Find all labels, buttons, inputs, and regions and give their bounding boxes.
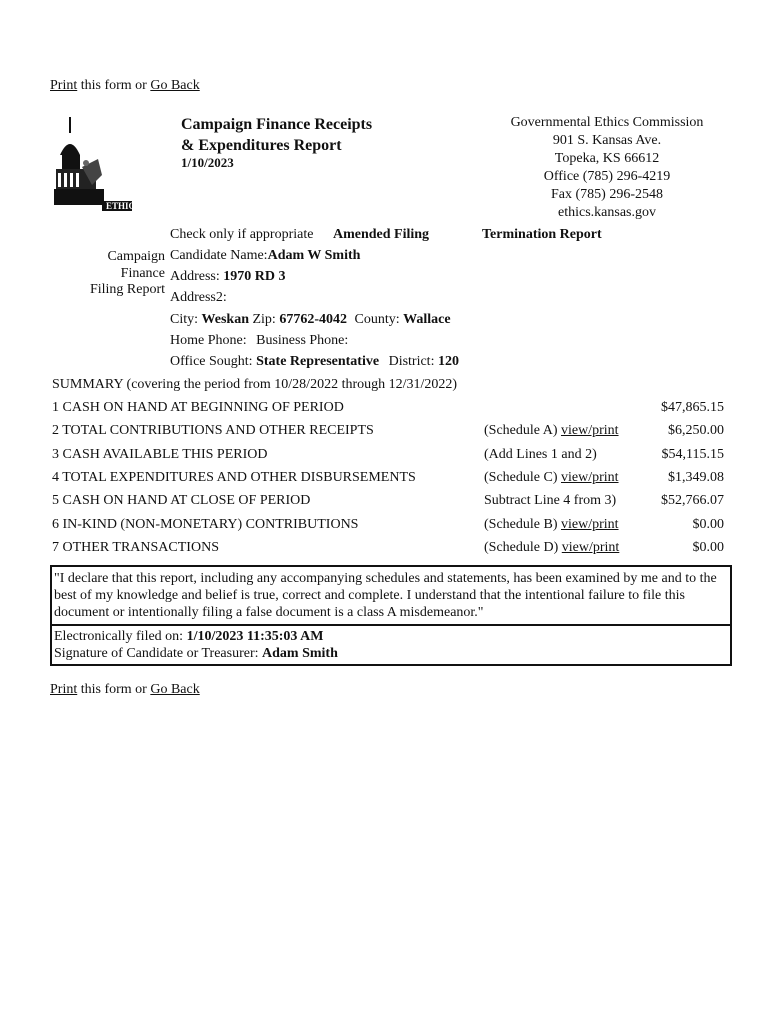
summary-row-label: 4 TOTAL EXPENDITURES AND OTHER DISBURSEMENTS xyxy=(52,469,416,485)
signature-value: Adam Smith xyxy=(262,646,338,661)
filed-value: 1/10/2023 11:35:03 AM xyxy=(186,629,324,644)
summary-row-amount: $52,766.07 xyxy=(661,493,724,509)
signature-row xyxy=(54,645,728,662)
schedule-text: (Schedule A) xyxy=(484,423,561,439)
summary-row xyxy=(52,493,728,516)
summary-row xyxy=(52,517,728,540)
schedule-text: (Schedule D) xyxy=(484,539,562,555)
summary-row-schedule xyxy=(484,517,619,533)
home-phone-label: Home Phone: xyxy=(170,333,247,348)
office-value: State Representative xyxy=(256,354,380,369)
candidate-name-row xyxy=(170,248,360,264)
termination-report-option: Termination Report xyxy=(482,227,602,242)
amended-filing-option: Amended Filing xyxy=(332,227,430,242)
schedule-text: (Schedule B) xyxy=(484,516,561,532)
check-line xyxy=(170,227,429,243)
summary-row-label: 7 OTHER TRANSACTIONS xyxy=(52,539,219,555)
title-line-2: & Expenditures Report xyxy=(181,137,342,154)
filed-row xyxy=(54,628,728,645)
bottom-nav xyxy=(50,682,200,698)
district-label: District: xyxy=(388,354,435,369)
city-label: City: xyxy=(170,312,199,327)
side-label-finance: Finance xyxy=(120,266,165,281)
address-label: Address: xyxy=(170,269,220,284)
office-label: Office Sought: xyxy=(170,354,253,369)
signature-label: Signature of Candidate or Treasurer: xyxy=(54,646,259,661)
seal-text: ETHICS xyxy=(106,201,141,211)
address2-label: Address2: xyxy=(170,290,227,305)
business-phone-label: Business Phone: xyxy=(256,333,349,348)
summary-row-schedule xyxy=(484,540,619,556)
county-value: Wallace xyxy=(403,312,451,327)
declaration-text: "I declare that this report, including any accompanying schedules and statements, has been examined by me and to the best of my knowledge and belief is true, correct and complete. I understand that the intentional failure to file this document or intentionally filing a false document is a class A misdemeanor." xyxy=(54,571,717,620)
view-print-link[interactable]: view/print xyxy=(560,469,619,485)
nav-text-bottom: this form or xyxy=(77,682,151,697)
commission-fax: Fax (785) 296-2548 xyxy=(551,187,663,202)
view-print-link[interactable]: view/print xyxy=(560,423,619,439)
candidate-name-label: Candidate Name: xyxy=(170,248,268,263)
summary-row-amount: $1,349.08 xyxy=(668,469,724,485)
commission-office-phone: Office (785) 296-4219 xyxy=(543,169,671,184)
city-row xyxy=(170,312,451,328)
candidate-name: Adam W Smith xyxy=(267,248,361,263)
summary-row xyxy=(52,400,728,423)
commission-address: 901 S. Kansas Ave. xyxy=(552,133,662,148)
summary-row-label: 6 IN-KIND (NON-MONETARY) CONTRIBUTIONS xyxy=(52,516,359,532)
summary-row-amount: $47,865.15 xyxy=(661,400,724,415)
commission-name: Governmental Ethics Commission xyxy=(510,115,704,130)
print-link[interactable]: Print xyxy=(50,78,78,93)
summary-row-schedule xyxy=(484,447,597,463)
capitol-seal-logo xyxy=(52,115,141,215)
address2-row xyxy=(170,290,227,306)
summary-row-schedule xyxy=(484,470,619,486)
summary-row-amount: $6,250.00 xyxy=(668,423,724,439)
print-link-bottom[interactable]: Print xyxy=(50,682,78,697)
nav-text: this form or xyxy=(77,78,151,93)
phone-row xyxy=(170,333,348,349)
summary-row-amount: $0.00 xyxy=(692,516,724,532)
summary-row-amount: $0.00 xyxy=(692,539,724,555)
go-back-link-bottom[interactable]: Go Back xyxy=(150,682,200,697)
commission-info xyxy=(480,114,734,222)
side-label-campaign: Campaign xyxy=(107,249,165,264)
declaration-box xyxy=(50,565,732,626)
report-title xyxy=(181,114,372,156)
summary-row xyxy=(52,540,728,563)
top-nav xyxy=(50,78,200,94)
title-line-1: Campaign Finance Receipts xyxy=(181,116,373,133)
summary-row-label: 2 TOTAL CONTRIBUTIONS AND OTHER RECEIPTS xyxy=(52,423,374,439)
address-row xyxy=(170,269,286,285)
go-back-link[interactable]: Go Back xyxy=(150,78,200,93)
summary-row-label: 3 CASH AVAILABLE THIS PERIOD xyxy=(52,446,268,462)
summary-row-schedule xyxy=(484,493,616,509)
filing-box xyxy=(50,624,732,666)
zip-value: 67762-4042 xyxy=(279,312,347,327)
city-value: Weskan xyxy=(201,312,249,327)
office-row xyxy=(170,354,459,370)
commission-city: Topeka, KS 66612 xyxy=(554,151,660,166)
summary-row-label: 1 CASH ON HAND AT BEGINNING OF PERIOD xyxy=(52,400,344,415)
address-value: 1970 RD 3 xyxy=(223,269,286,284)
schedule-text: Subtract Line 4 from 3) xyxy=(484,493,617,509)
view-print-link[interactable]: view/print xyxy=(560,516,619,532)
side-label-filing-report: Filing Report xyxy=(89,282,165,297)
summary-row xyxy=(52,423,728,446)
summary-row xyxy=(52,470,728,493)
summary-heading: SUMMARY (covering the period from 10/28/2022 through 12/31/2022) xyxy=(52,377,458,392)
county-label: County: xyxy=(354,312,400,327)
district-value: 120 xyxy=(437,354,459,369)
filed-label: Electronically filed on: xyxy=(54,629,184,644)
summary-row xyxy=(52,447,728,470)
commission-website: ethics.kansas.gov xyxy=(558,205,656,220)
summary-row-schedule xyxy=(484,423,619,439)
summary-row-label: 5 CASH ON HAND AT CLOSE OF PERIOD xyxy=(52,493,311,509)
schedule-text: (Schedule C) xyxy=(484,469,561,485)
report-date: 1/10/2023 xyxy=(181,155,234,170)
summary-row-amount: $54,115.15 xyxy=(661,446,724,462)
zip-label: Zip: xyxy=(252,312,276,327)
view-print-link[interactable]: view/print xyxy=(561,539,620,555)
schedule-text: (Add Lines 1 and 2) xyxy=(484,446,597,462)
check-label: Check only if appropriate xyxy=(170,227,314,242)
